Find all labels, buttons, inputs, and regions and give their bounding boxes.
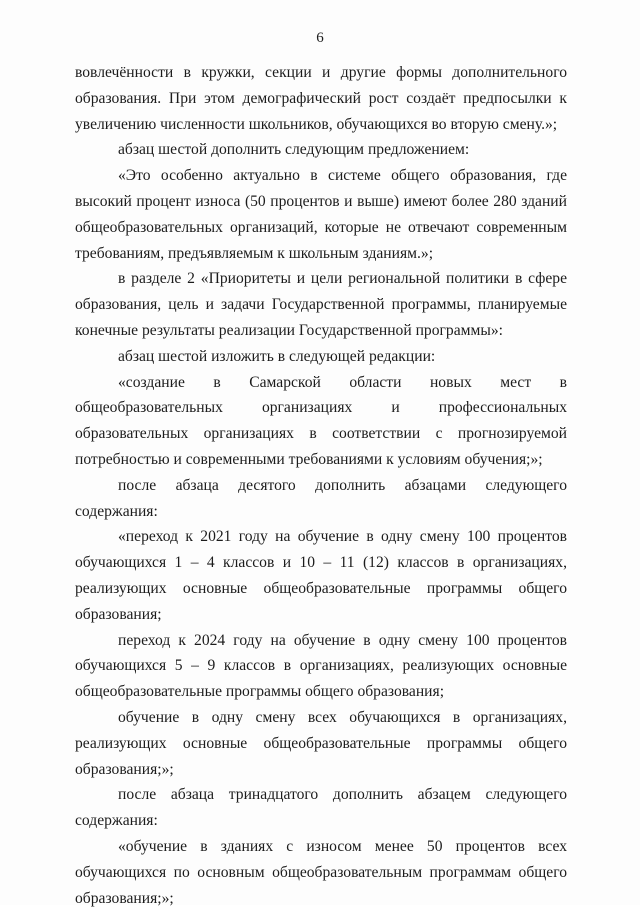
paragraph-amendment-instruction: после абзаца десятого дополнить абзацами следующего содержания:: [75, 476, 567, 520]
paragraph-amendment-instruction: абзац шестой дополнить следующим предложением:: [118, 141, 470, 159]
paragraph-quoted-addition: обучение в одну смену всех обучающихся в организациях, реализующих основные общеобразовательные программы общего образования;»;: [75, 708, 567, 778]
document-body: [75, 60, 567, 911]
paragraph-quoted-addition: переход к 2024 году на обучение в одну смену 100 процентов обучающихся 5 – 9 классов в организациях, реализующих основные общеобразовательные программы общего образования;: [75, 631, 567, 701]
paragraph-quoted-addition: «создание в Самарской области новых мест в общеобразовательных организациях и профессиональных образовательных организациях в соответствии с прогнозируемой потребностью и современными требованиями к условиям обучения;»;: [75, 373, 567, 468]
page-number: 6: [316, 30, 324, 46]
paragraph-amendment-instruction: абзац шестой изложить в следующей редакции:: [118, 347, 436, 365]
paragraph-continuation: вовлечённости в кружки, секции и другие формы дополнительного образования. При этом демографический рост создаёт предпосылки к увеличению численности школьников, обучающихся во вторую смену.»;: [75, 64, 567, 133]
paragraph-section-reference: в разделе 2 «Приоритеты и цели региональной политики в сфере образования, цель и задачи Государственной программы, планируемые конечные результаты реализации Государственной программы»:: [75, 270, 567, 339]
paragraph-amendment-instruction: после абзаца тринадцатого дополнить абзацем следующего содержания:: [75, 786, 567, 830]
paragraph-quoted-addition: «Это особенно актуально в системе общего образования, где высокий процент износа (50 процентов и выше) имеют более 280 зданий общеобразовательных организаций, которые не отвечают современным требованиям, предъявляемым к школьным зданиям.»;: [75, 167, 567, 262]
paragraph-quoted-addition: «обучение в зданиях с износом менее 50 процентов всех обучающихся по основным общеобразовательным программам общего образования;»;: [75, 837, 567, 907]
paragraph-quoted-addition: «переход к 2021 году на обучение в одну смену 100 процентов обучающихся 1 – 4 классов и 10 – 11 (12) классов в организациях, реализующих основные общеобразовательные программы общего образования;: [75, 528, 567, 623]
